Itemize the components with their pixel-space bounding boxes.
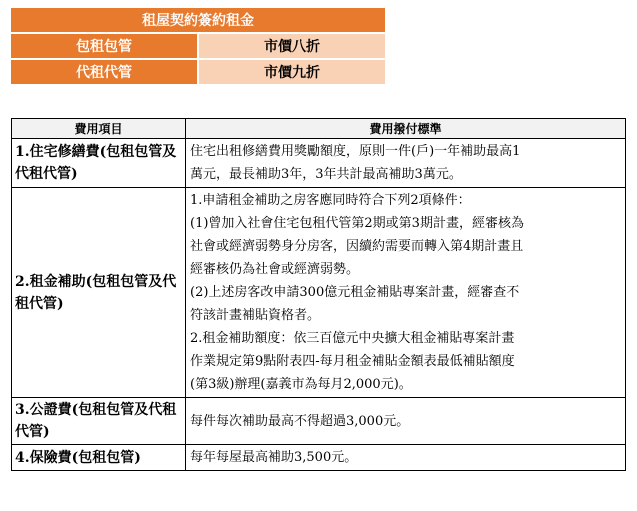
rent-table-title-row	[11, 8, 385, 33]
fee-row-rent-subsidy	[12, 188, 626, 398]
fee-item: 1.住宅修繕費(包租包管及代租代管)	[12, 139, 186, 188]
rent-row-label: 代租代管	[11, 59, 198, 85]
fee-item: 3.公證費(包租包管及代租代管)	[12, 398, 186, 445]
standard-line: 符該計畫補貼資格者。	[190, 308, 321, 323]
fee-item: 4.保險費(包租包管)	[12, 445, 186, 471]
rent-table-title: 租屋契約簽約租金	[11, 8, 385, 33]
standard-line: (1)曾加入社會住宅包租代管第2期或第3期計畫，經審核為	[190, 216, 524, 231]
fee-table	[11, 118, 626, 471]
fee-row-notary	[12, 398, 626, 445]
standard-line: (第3級)辦理(嘉義市為每月2,000元)。	[190, 377, 412, 392]
fee-row-insurance	[12, 445, 626, 471]
standard-line: 2.租金補助額度：依三百億元中央擴大租金補貼專案計畫	[190, 331, 515, 346]
fee-standard	[186, 445, 626, 471]
rent-row-label: 包租包管	[11, 33, 198, 59]
standard-line: 萬元，最長補助3年，3年共計最高補助3萬元。	[190, 167, 462, 182]
standard-line: 每件每次補助最高不得超過3,000元。	[190, 413, 410, 429]
fee-standard	[186, 398, 626, 445]
fee-table-header-row	[12, 119, 626, 139]
rent-row-value: 市價八折	[198, 33, 385, 59]
standard-line: 每年每屋最高補助3,500元。	[190, 450, 358, 465]
fee-item: 2.租金補助(包租包管及代租代管)	[12, 188, 186, 398]
fee-row-repair	[12, 139, 626, 188]
header-payment-standard: 費用撥付標準	[186, 119, 626, 139]
fee-standard	[186, 188, 626, 398]
standard-line: 社會或經濟弱勢身分房客，因續約需要而轉入第4期計畫且	[190, 239, 524, 254]
standard-line: 1.申請租金補助之房客應同時符合下列2項條件：	[190, 193, 471, 208]
rent-row-agency	[11, 59, 385, 85]
standard-line: 作業規定第9點附表四-每月租金補貼金額表最低補貼額度	[190, 354, 515, 369]
header-fee-item: 費用項目	[12, 119, 186, 139]
standard-line: (2)上述房客改申請300億元租金補貼專案計畫，經審查不	[190, 285, 520, 300]
standard-line: 住宅出租修繕費用獎勵額度，原則一件(戶)一年補助最高1	[190, 144, 521, 159]
rent-row-value: 市價九折	[198, 59, 385, 85]
rent-row-sublease	[11, 33, 385, 59]
rent-table	[11, 8, 385, 86]
fee-standard	[186, 139, 626, 188]
standard-line: 經審核仍為社會或經濟弱勢。	[190, 262, 360, 277]
